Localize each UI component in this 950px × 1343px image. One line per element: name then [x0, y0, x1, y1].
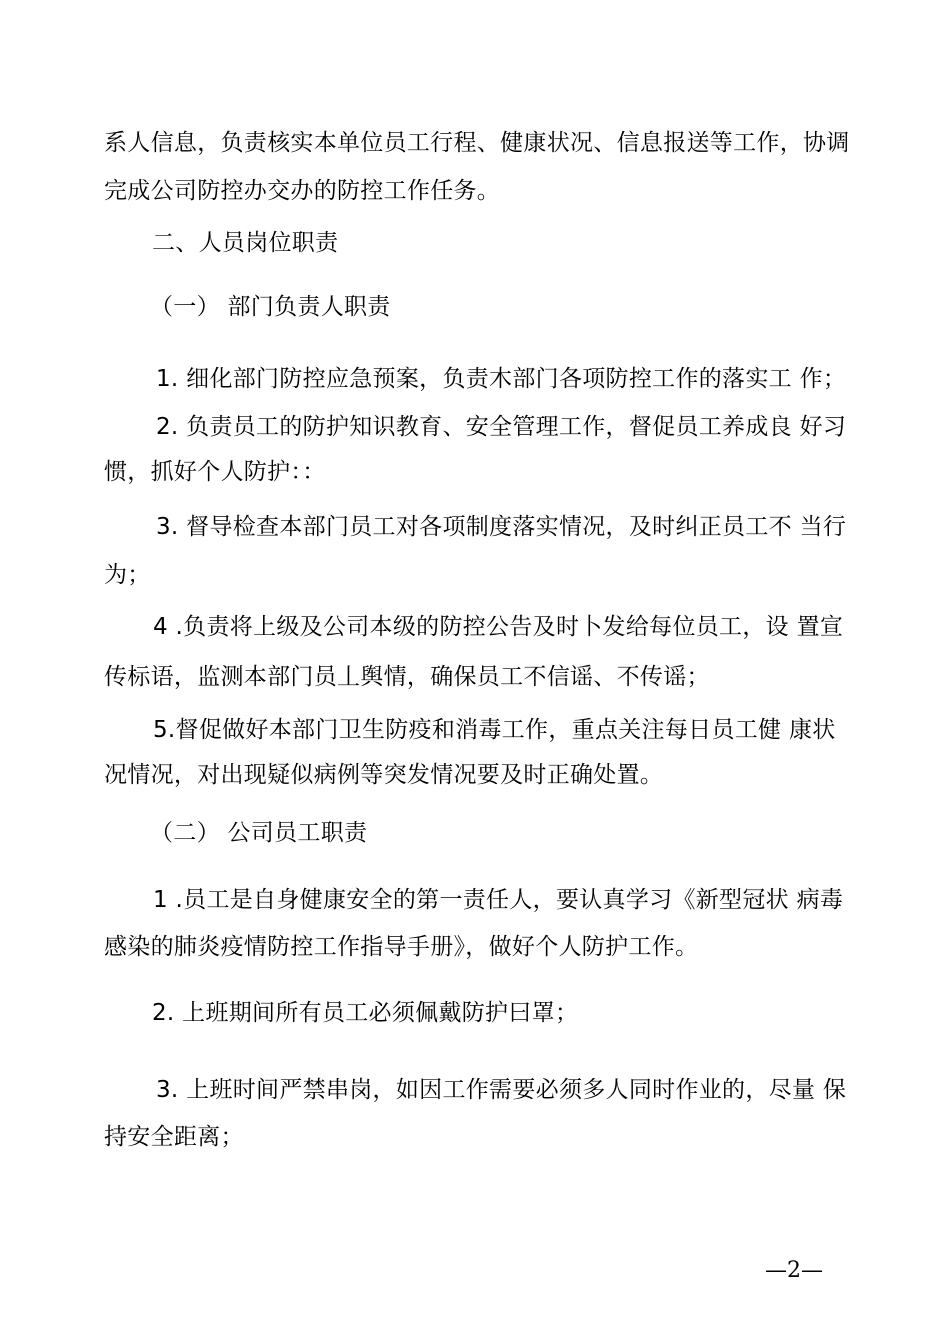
- text-line: 5.督促做好本部门卫生防疫和消毒工作，重点关注每日员工健 康状: [153, 717, 836, 743]
- text-line: 为；: [104, 562, 151, 588]
- text-line: 完成公司防控办交办的防控工作任务。: [104, 178, 501, 204]
- text-line: 感染的肺炎疫情防控工作指导手册》，做好个人防护工作。: [104, 934, 699, 960]
- text-line: 2. 上班期间所有员工必须佩戴防护曰罩；: [152, 1000, 579, 1026]
- page-number: —2—: [765, 1258, 823, 1283]
- text-line: 系人信息，负责核实本单位员工行程、健康状况、信息报送等工作，协调: [104, 130, 850, 156]
- section-heading: 二、人员岗位职责: [152, 230, 339, 256]
- text-line: 1 .员工是自身健康安全的第一责任人，要认真学习《新型冠状 病毒: [153, 887, 844, 913]
- text-line: 4 .负责将上级及公司本级的防控公告及时卜发给每位员工，设 置宣: [153, 614, 844, 640]
- text-line: 3. 督导检查本部门员工对各项制度落实情况，及时纠正员工不 当行: [156, 514, 847, 540]
- text-line: 2. 负责员工的防护知识教育、安全管理工作，督促员工养成良 好习: [156, 414, 847, 440]
- text-line: 3. 上班时间严禁串岗，如因工作需要必须多人同时作业的，尽量 保: [156, 1077, 847, 1103]
- text-line: 况情况，对出现疑似病例等突发情况要及时正确处置。: [104, 762, 664, 788]
- text-line: 持安全距离；: [104, 1124, 244, 1150]
- text-line: 惯，抓好个人防护：：: [104, 459, 326, 485]
- subsection-heading: （二） 公司员工职责: [150, 820, 368, 846]
- subsection-heading: （一） 部门负责人职责: [150, 294, 391, 320]
- text-line: 传标语，监测本部门员丄舆情，确保员工不信谣、不传谣；: [104, 664, 710, 690]
- text-line: 1. 细化部门防控应急预案，负责木部门各项防控工作的落实工 作；: [156, 366, 847, 392]
